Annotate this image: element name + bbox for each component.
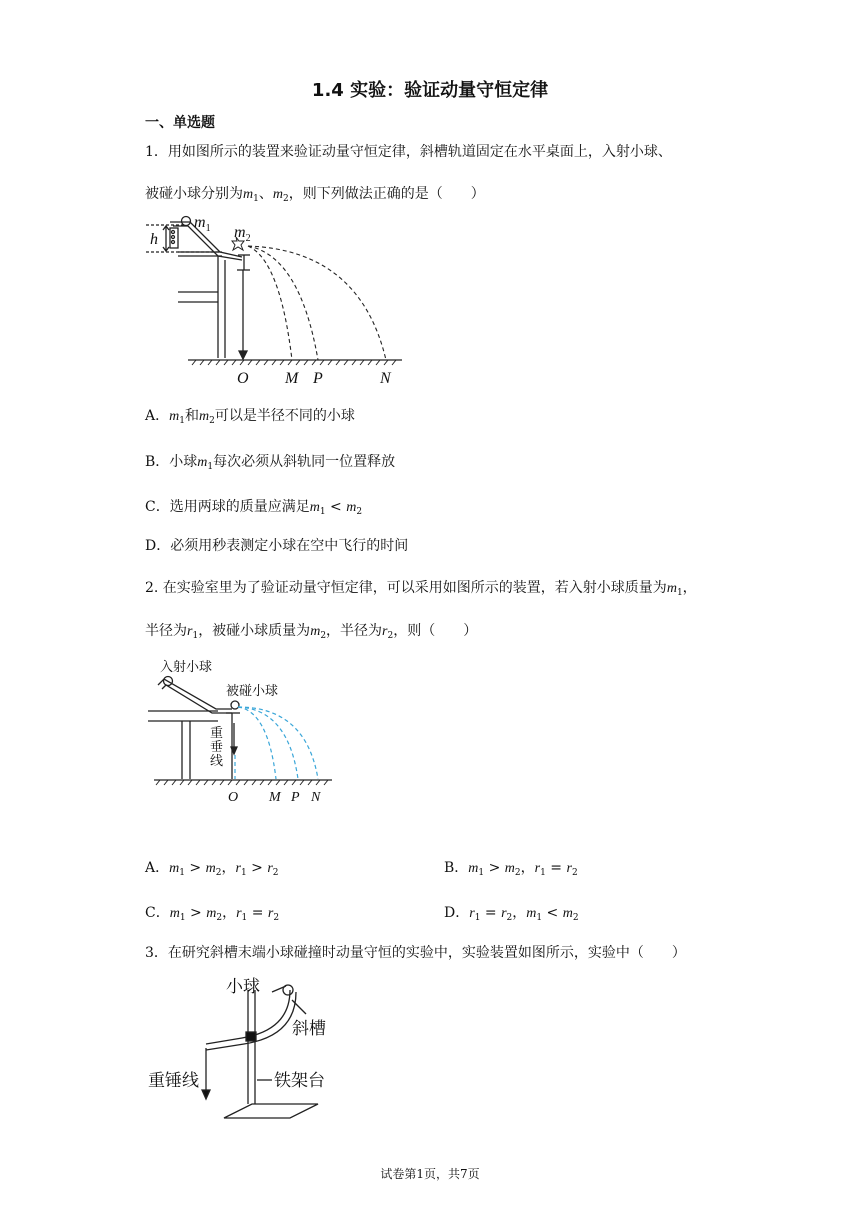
page-footer: 试卷第1页，共7页 xyxy=(380,1167,480,1181)
q2-option-c[interactable]: C．$m_1 > m_2$，$r_1 = r_2$ xyxy=(145,905,280,923)
q2-label-incident-ball: 入射小球 xyxy=(160,660,213,675)
q1-collision-apparatus-figure xyxy=(140,210,410,390)
q1-label-m2: $m_2$ xyxy=(234,224,251,244)
q1-label-h: h xyxy=(150,231,158,248)
q1-option-b[interactable]: B．小球$m_1$每次必须从斜轨同一位置释放 xyxy=(145,454,396,472)
q1-option-a[interactable]: A．$m_1$和$m_2$可以是半径不同的小球 xyxy=(145,408,355,426)
q1-stem-line2: 被碰小球分别为$m_1$、$m_2$，则下列做法正确的是（ ） xyxy=(145,186,485,204)
q1-stem-line1: 1．用如图所示的装置来验证动量守恒定律，斜槽轨道固定在水平桌面上，入射小球、 xyxy=(145,144,672,160)
q1-label-P: P xyxy=(313,370,323,387)
q2-label-O: O xyxy=(228,790,239,805)
q2-label-M: M xyxy=(269,790,281,805)
q3-label-chute: 斜槽 xyxy=(292,1019,326,1039)
q2-stem-line1: 2. 在实验室里为了验证动量守恒定律，可以采用如图所示的装置，若入射小球质量为$m_1$， xyxy=(145,580,697,598)
q2-label-N: N xyxy=(311,790,321,805)
q3-label-ball: 小球 xyxy=(226,977,260,997)
q2-option-a[interactable]: A．$m_1 > m_2$，$r_1 > r_2$ xyxy=(145,860,279,878)
q2-label-plumb-1: 重 xyxy=(210,726,224,741)
q3-label-iron-stand: 铁架台 xyxy=(274,1071,325,1091)
q1-label-O: O xyxy=(237,370,249,387)
q1-option-d[interactable]: D．必须用秒表测定小球在空中飞行的时间 xyxy=(145,538,409,554)
q2-label-plumb-3: 线 xyxy=(210,754,224,769)
q1-label-m1: $m_1$ xyxy=(194,214,211,234)
page-title: 1.4 实验：验证动量守恒定律 xyxy=(311,80,549,101)
q3-stem-line1: 3．在研究斜槽末端小球碰撞时动量守恒的实验中，实验装置如图所示，实验中（ ） xyxy=(145,945,686,961)
q3-chute-apparatus-figure xyxy=(140,968,360,1128)
q2-option-d[interactable]: D．$r_1 = r_2$，$m_1 < m_2$ xyxy=(444,905,579,923)
q2-label-plumb-2: 垂 xyxy=(210,740,224,755)
q2-label-P: P xyxy=(291,790,300,805)
q1-label-N: N xyxy=(380,370,391,387)
q1-label-M: M xyxy=(285,370,299,387)
q2-label-target-ball: 被碰小球 xyxy=(226,684,279,699)
q3-label-plumb-line: 重锤线 xyxy=(148,1071,199,1091)
q1-option-c[interactable]: C．选用两球的质量应满足$m_1 < m_2$ xyxy=(145,499,363,517)
q2-stem-line2: 半径为$r_1$，被碰小球质量为$m_2$，半径为$r_2$，则（ ） xyxy=(145,623,478,641)
section-heading: 一、单选题 xyxy=(145,115,215,131)
q2-collision-apparatus-figure xyxy=(140,655,350,805)
q2-option-b[interactable]: B．$m_1 > m_2$，$r_1 = r_2$ xyxy=(444,860,578,878)
